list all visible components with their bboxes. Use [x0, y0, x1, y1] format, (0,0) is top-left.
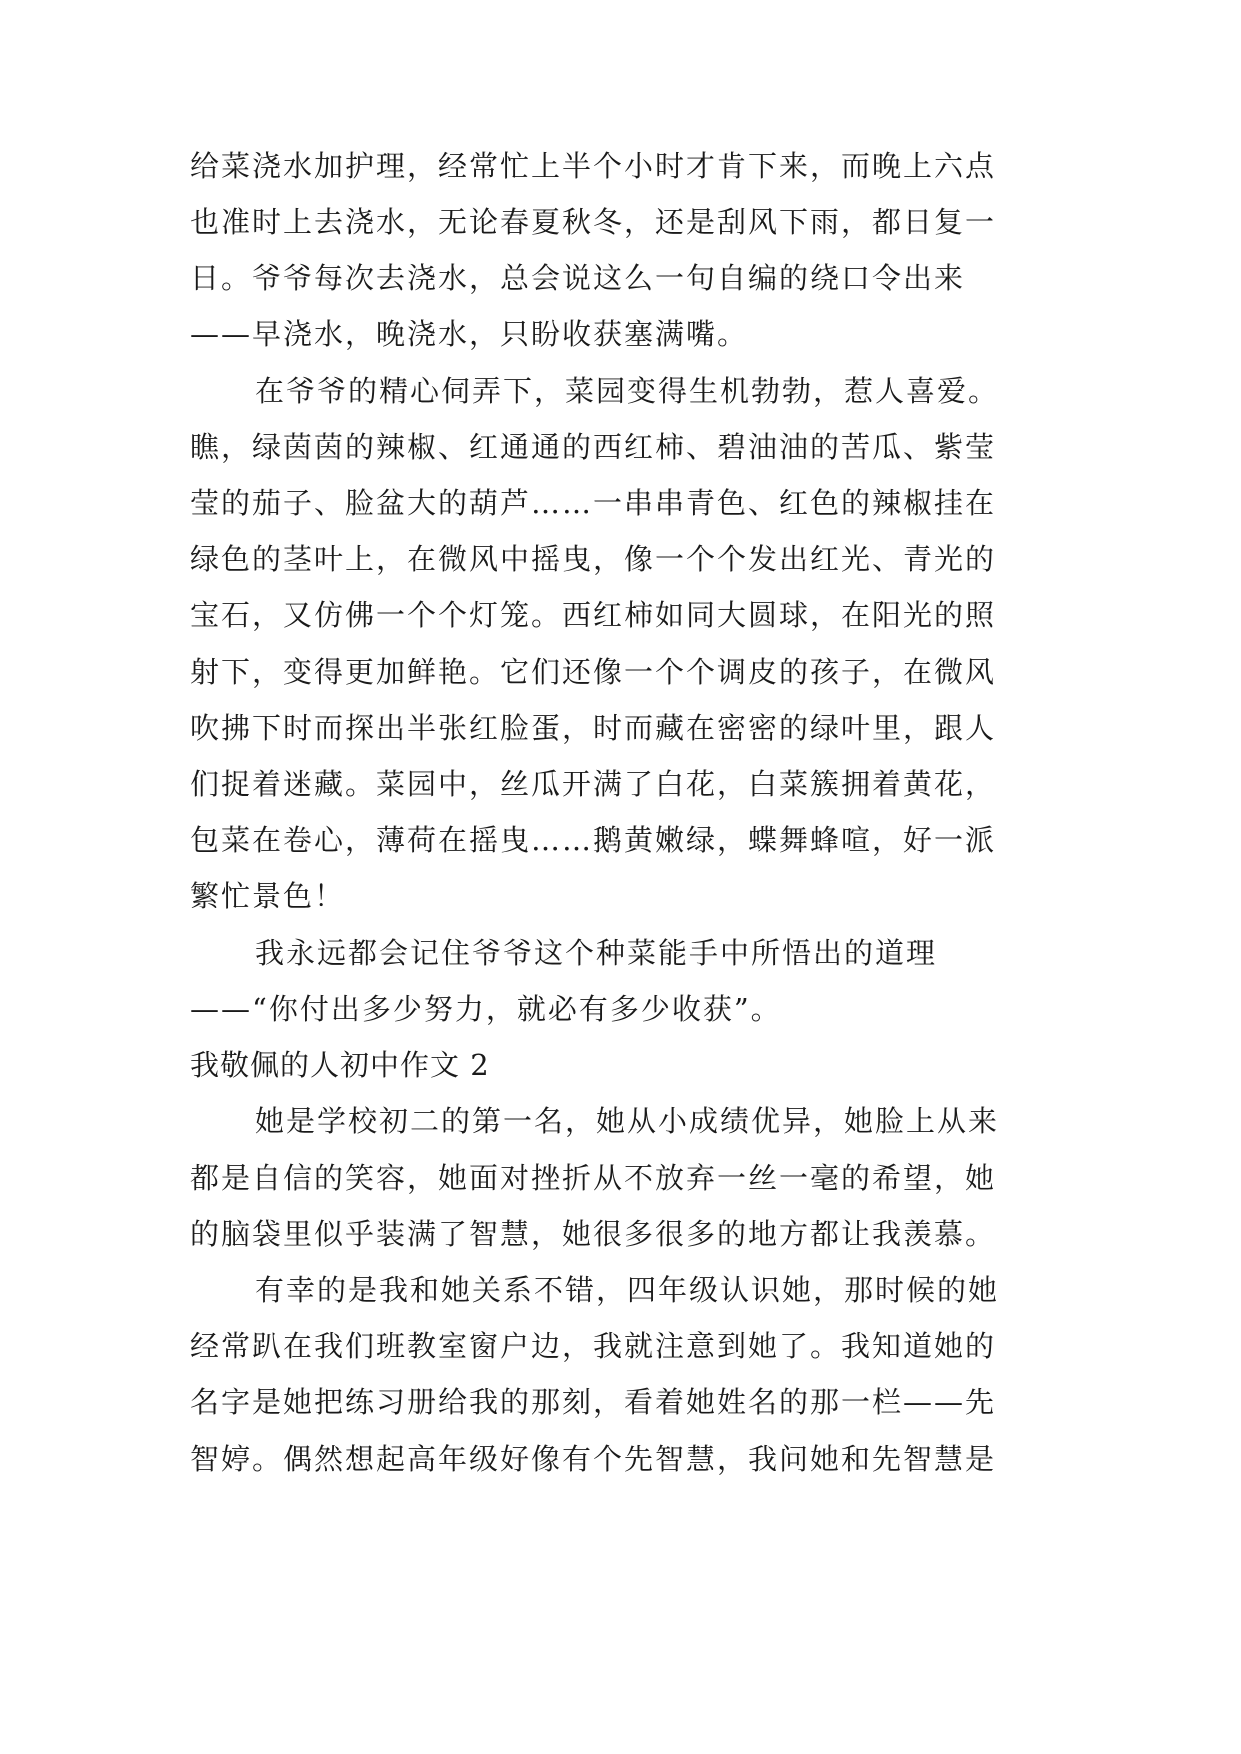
body-text-line: 射下，变得更加鲜艳。它们还像一个个调皮的孩子，在微风 — [190, 655, 997, 689]
body-text-line: 绿色的茎叶上，在微风中摇曳，像一个个发出红光、青光的 — [190, 542, 997, 576]
body-text-line: 繁忙景色！ — [190, 879, 346, 913]
body-text-line: 智婷。偶然想起高年级好像有个先智慧，我问她和先智慧是 — [190, 1442, 997, 1476]
body-text-line: 经常趴在我们班教室窗户边，我就注意到她了。我知道她的 — [190, 1329, 997, 1363]
paragraph-first-line: 在爷爷的精心伺弄下，菜园变得生机勃勃，惹人喜爱。 — [255, 374, 1000, 408]
body-text-line: 莹的茄子、脸盆大的葫芦……一串串青色、红色的辣椒挂在 — [190, 486, 997, 520]
body-text-line: 都是自信的笑容，她面对挫折从不放弃一丝一毫的希望，她 — [190, 1161, 997, 1195]
body-text-line: ——“你付出多少努力，就必有多少收获”。 — [190, 992, 782, 1026]
body-text-line: 宝石，又仿佛一个个灯笼。西红柿如同大圆球，在阳光的照 — [190, 598, 997, 632]
body-text-line: ——早浇水，晚浇水，只盼收获塞满嘴。 — [190, 317, 749, 351]
body-text-line: 名字是她把练习册给我的那刻，看着她姓名的那一栏——先 — [190, 1385, 997, 1419]
body-text-line: 们捉着迷藏。菜园中，丝瓜开满了白花，白菜簇拥着黄花， — [190, 767, 997, 801]
paragraph-first-line: 她是学校初二的第一名，她从小成绩优异，她脸上从来 — [255, 1104, 1000, 1138]
body-text-line: 给菜浇水加护理，经常忙上半个小时才肯下来，而晚上六点 — [190, 149, 997, 183]
body-text-line: 包菜在卷心，薄荷在摇曳……鹅黄嫩绿，蝶舞蜂喧，好一派 — [190, 823, 997, 857]
body-text-line: 瞧，绿茵茵的辣椒、红通通的西红柿、碧油油的苦瓜、紫莹 — [190, 430, 997, 464]
paragraph-first-line: 我永远都会记住爷爷这个种菜能手中所悟出的道理 — [255, 936, 938, 970]
body-text-line: 的脑袋里似乎装满了智慧，她很多很多的地方都让我羡慕。 — [190, 1217, 997, 1251]
body-text-line: 也准时上去浇水，无论春夏秋冬，还是刮风下雨，都日复一 — [190, 205, 997, 239]
body-text-line: 吹拂下时而探出半张红脸蛋，时而藏在密密的绿叶里，跟人 — [190, 711, 997, 745]
body-text-line: 日。爷爷每次去浇水，总会说这么一句自编的绕口令出来 — [190, 261, 966, 295]
section-heading: 我敬佩的人初中作文 2 — [190, 1048, 490, 1082]
paragraph-first-line: 有幸的是我和她关系不错，四年级认识她，那时候的她 — [255, 1273, 1000, 1307]
